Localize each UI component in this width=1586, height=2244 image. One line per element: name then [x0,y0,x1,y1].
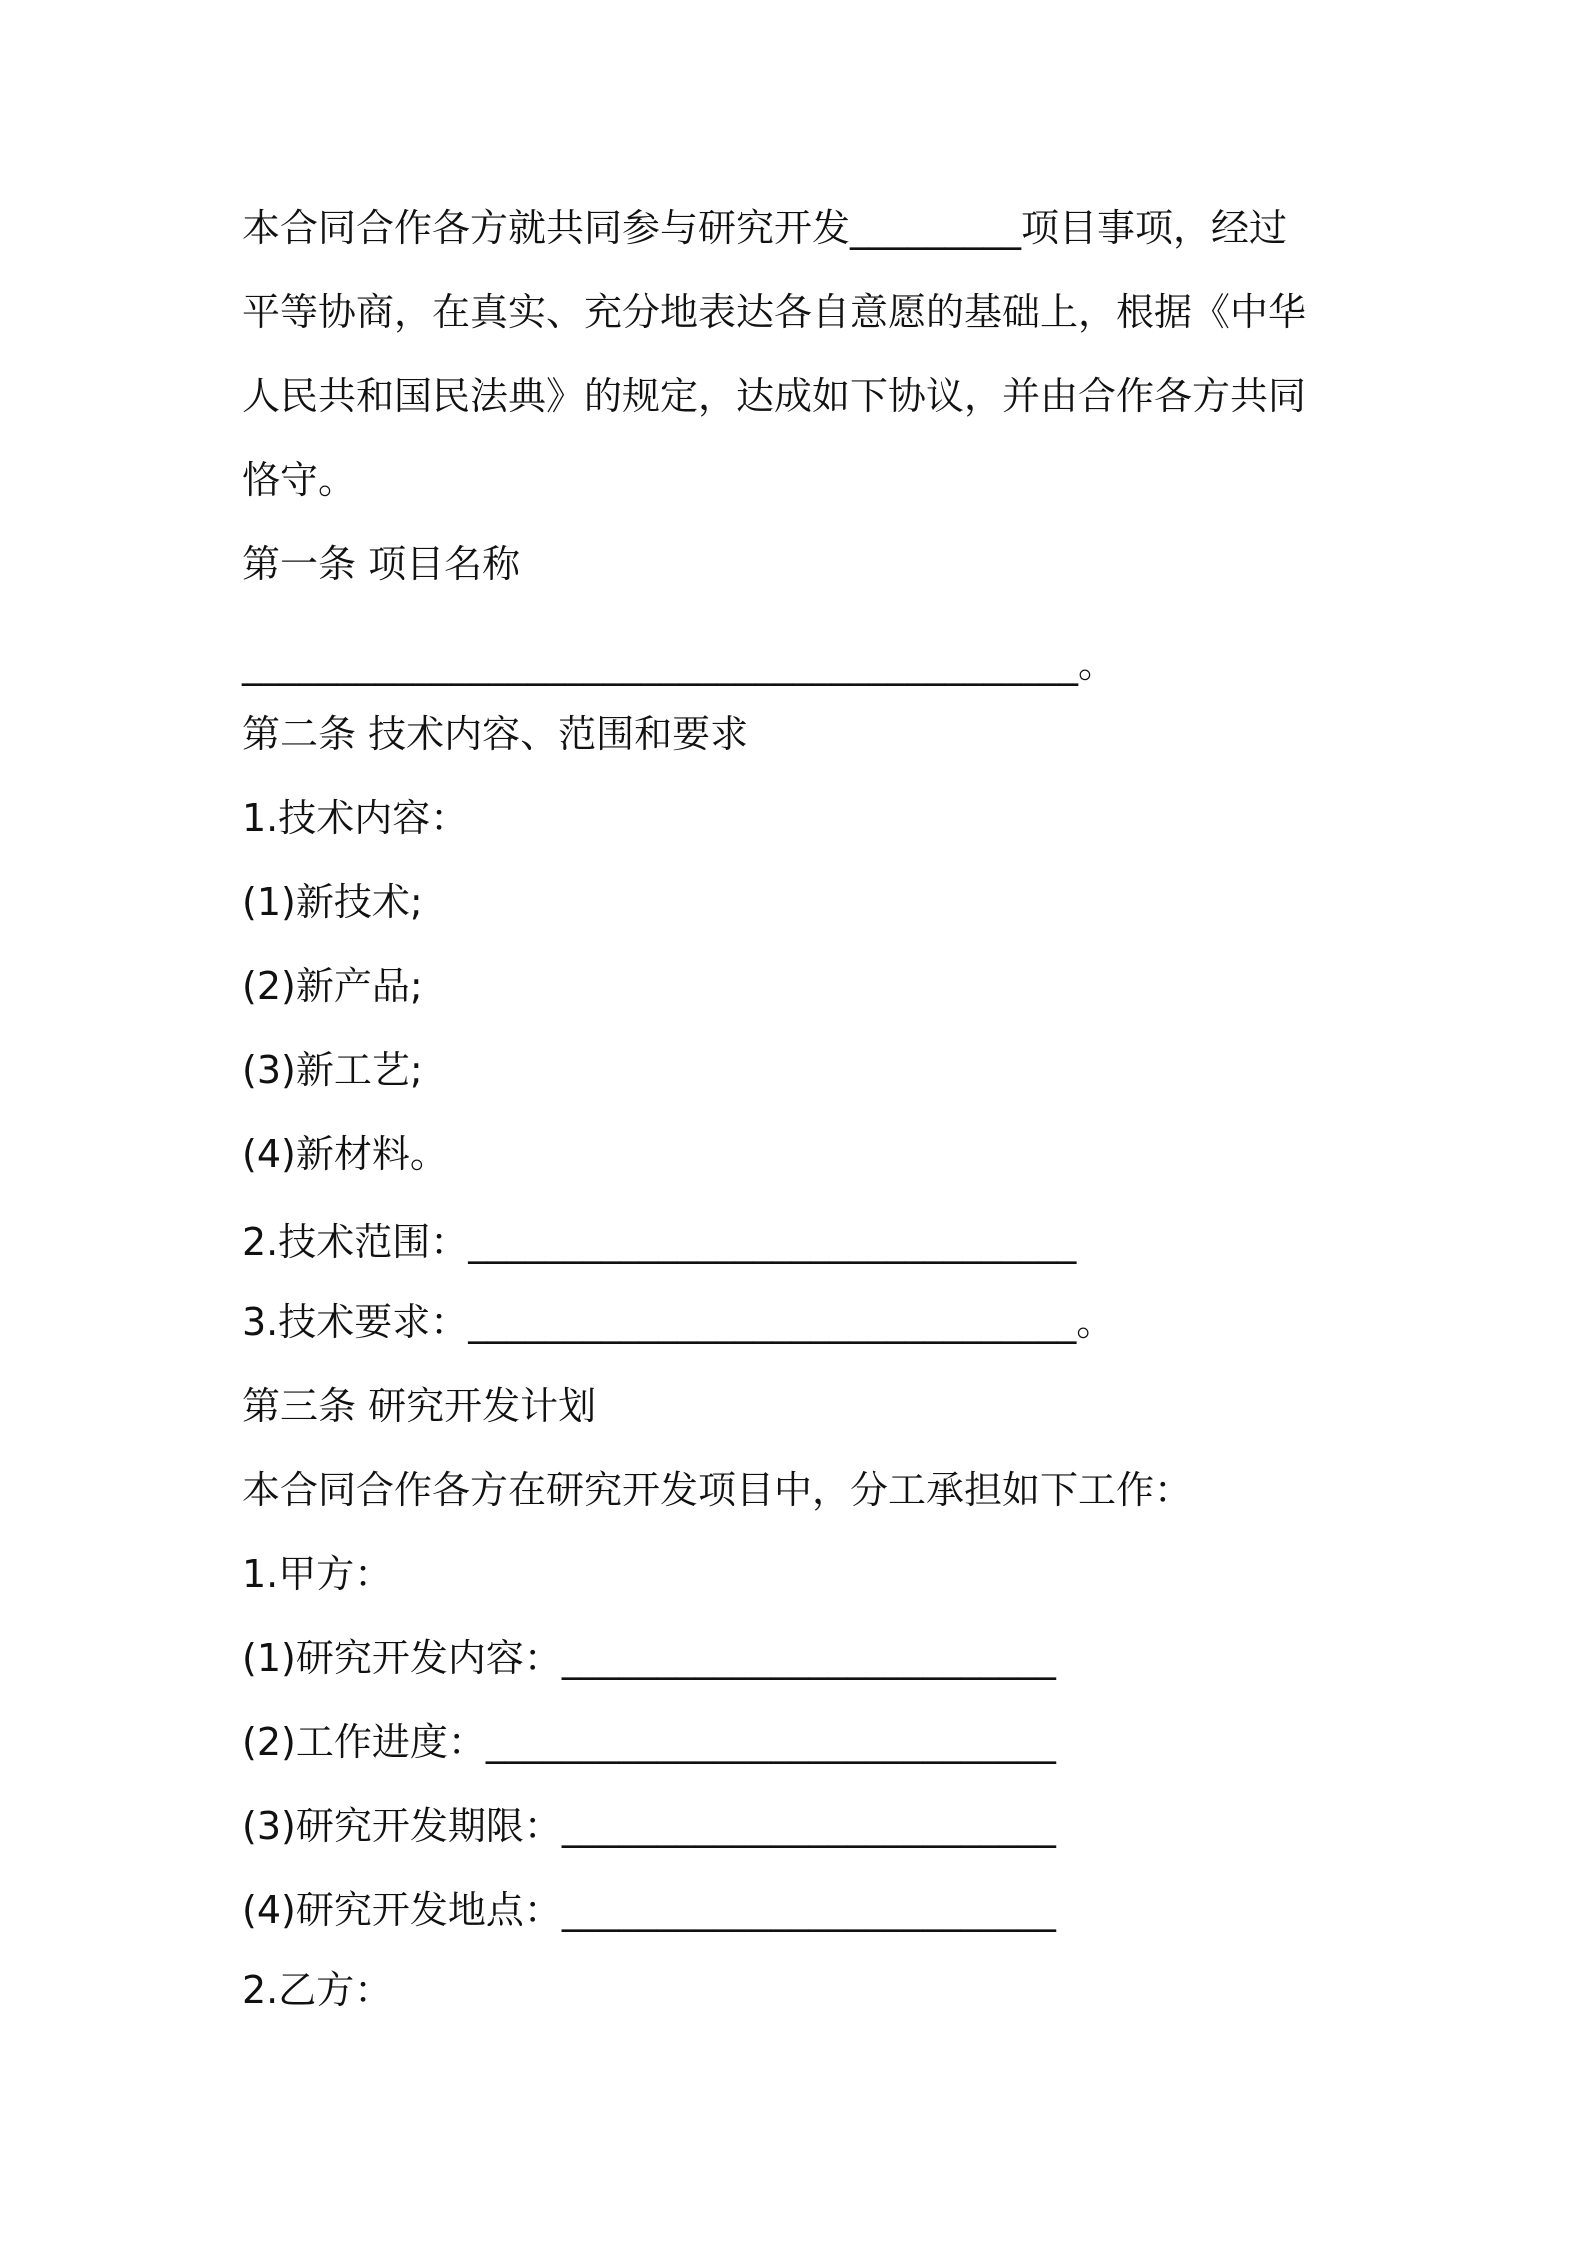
article-3-heading: 第三条 研究开发计划 [242,1384,597,1428]
list-item-new-process: (3)新工艺; [242,1048,423,1092]
intro-line-1: 本合同合作各方就共同参与研究开发_________项目事项，经过 [242,206,1288,250]
party-a-location: (4)研究开发地点：__________________________ [242,1888,1056,1932]
list-item-new-material: (4)新材料。 [242,1132,448,1176]
party-a-progress: (2)工作进度：______________________________ [242,1720,1056,1764]
party-a-period: (3)研究开发期限：__________________________ [242,1804,1056,1848]
party-b-label: 2.乙方： [242,1968,393,2012]
party-a-label: 1.甲方： [242,1552,393,1596]
intro-line-4: 恪守。 [242,458,357,502]
intro-line-3: 人民共和国民法典》的规定，达成如下协议，并由合作各方共同 [242,374,1307,418]
article-3-intro: 本合同合作各方在研究开发项目中，分工承担如下工作： [242,1468,1193,1512]
list-item-new-product: (2)新产品; [242,964,423,1008]
tech-content-label: 1.技术内容： [242,796,469,840]
article-1-heading: 第一条 项目名称 [242,542,521,586]
article-1-blank: ____________________________________________。 [242,642,1117,686]
tech-requirements-line: 3.技术要求：________________________________。 [242,1300,1115,1344]
list-item-new-technology: (1)新技术; [242,880,423,924]
tech-scope-line: 2.技术范围：________________________________ [242,1220,1077,1264]
intro-line-2: 平等协商，在真实、充分地表达各自意愿的基础上，根据《中华 [242,290,1307,334]
party-a-rd-content: (1)研究开发内容：__________________________ [242,1636,1056,1680]
article-2-heading: 第二条 技术内容、范围和要求 [242,712,749,756]
